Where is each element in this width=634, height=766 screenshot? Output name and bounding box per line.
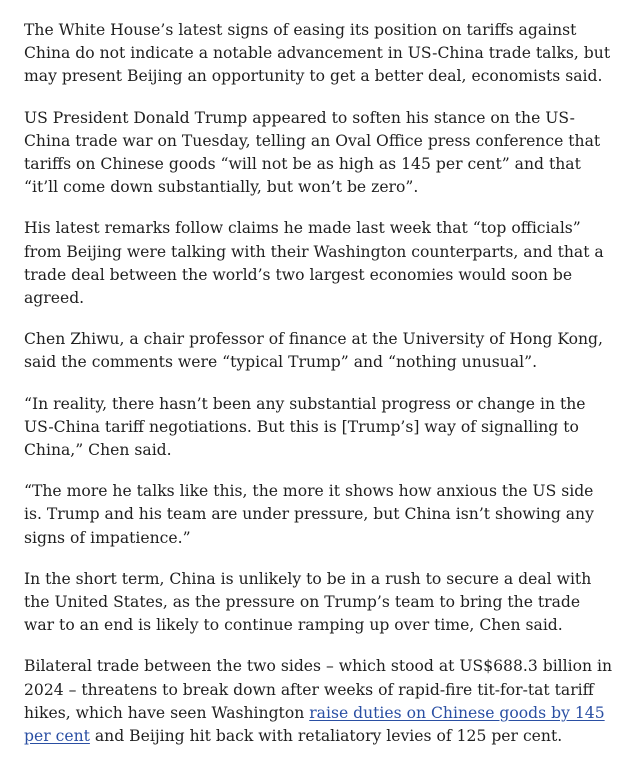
tariff-hike-article-link[interactable]: raise duties on Chinese goods by 145 per cent — [24, 703, 605, 746]
paragraph-8-text-before-link: Bilateral trade between the two sides – which stood at US$688.3 billion in 2024 – threatens to break down after weeks of rapid-fire tit-for-tat tariff hikes, which have seen Washington — [24, 657, 613, 722]
article-body — [24, 19, 614, 766]
paragraph-1: The White House’s latest signs of easing its position on tariffs against China do not indicate a notable advancement in US-China trade talks, but may present Beijing an opportunity to get a better deal, economists said. — [24, 21, 611, 86]
paragraph-2: US President Donald Trump appeared to soften his stance on the US-China trade war on Tuesday, telling an Oval Office press conference that tariffs on Chinese goods “will not be as high as 145 per cent” and that “it’ll come down substantially, but won’t be zero”. — [24, 108, 601, 197]
paragraph-4: Chen Zhiwu, a chair professor of finance at the University of Hong Kong, said the comments were “typical Trump” and “nothing unusual”. — [24, 330, 603, 372]
paragraph-6: “The more he talks like this, the more it shows how anxious the US side is. Trump and his team are under pressure, but China isn’t showing any signs of impatience.” — [24, 482, 594, 547]
paragraph-3: His latest remarks follow claims he made last week that “top officials” from Beijing were talking with their Washington counterparts, and that a trade deal between the world’s two largest economies would soon be agreed. — [24, 219, 604, 308]
paragraph-8 — [24, 655, 614, 748]
paragraph-5: “In reality, there hasn’t been any substantial progress or change in the US-China tariff negotiations. But this is [Trump’s] way of signalling to China,” Chen said. — [24, 394, 586, 460]
paragraph-7: In the short term, China is unlikely to be in a rush to secure a deal with the United States, as the pressure on Trump’s team to bring the trade war to an end is likely to continue ramping up over time, Chen said. — [24, 569, 592, 635]
paragraph-8-text-after-link: and Beijing hit back with retaliatory levies of 125 per cent. — [89, 727, 563, 746]
